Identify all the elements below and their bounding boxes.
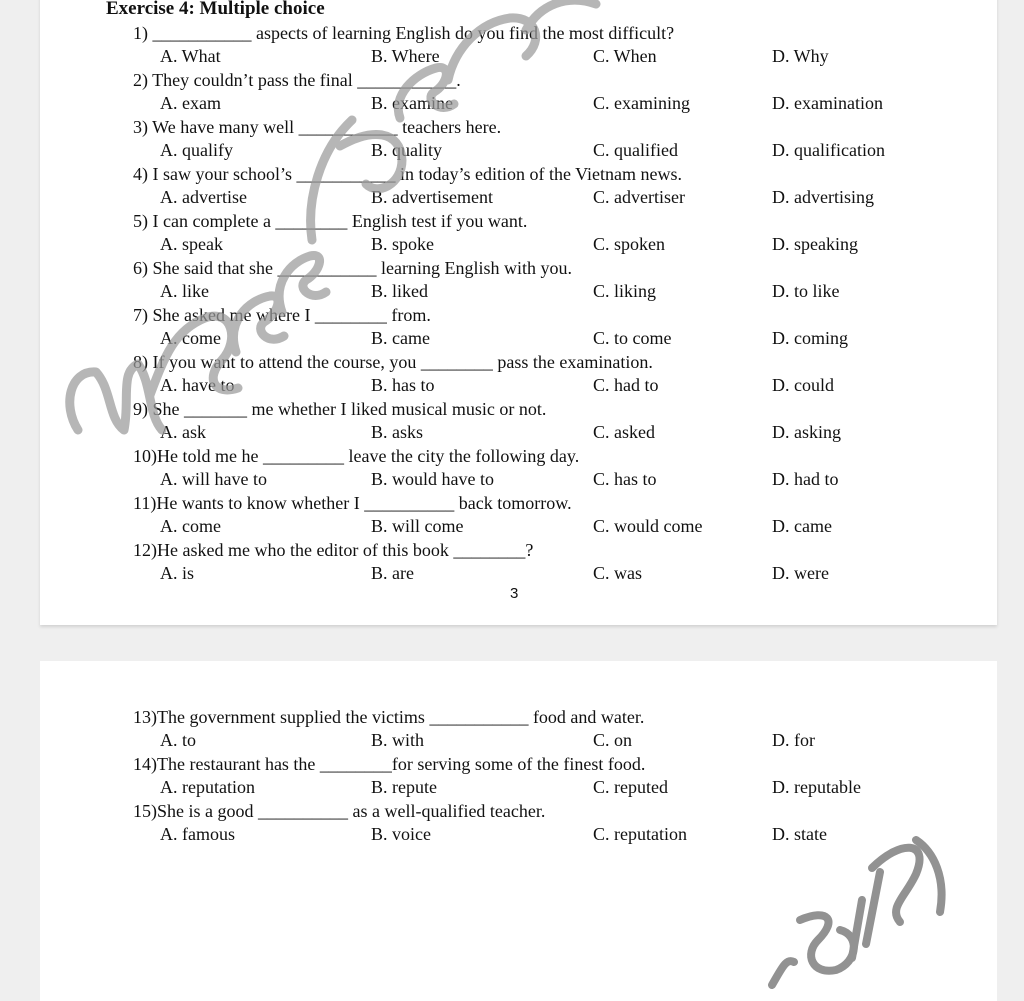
option-d: D. advertising (772, 187, 874, 207)
option-a: A. will have to (160, 469, 267, 489)
option-d: D. state (772, 824, 827, 844)
option-a: A. reputation (160, 777, 255, 797)
question-1 (40, 23, 997, 69)
option-d: D. to like (772, 281, 840, 301)
option-a: A. exam (160, 93, 221, 113)
option-d: D. were (772, 563, 829, 583)
option-d: D. had to (772, 469, 839, 489)
question-12 (40, 540, 997, 586)
question-10 (40, 446, 997, 492)
option-a: A. qualify (160, 140, 233, 160)
option-b: B. repute (371, 777, 437, 797)
option-b: B. spoke (371, 234, 434, 254)
option-a: A. famous (160, 824, 235, 844)
option-b: B. Where (371, 46, 440, 66)
option-c: C. examining (593, 93, 690, 113)
question-stem: 1) ___________ aspects of learning English do you find the most difficult? (133, 23, 675, 43)
question-stem: 3) We have many well ___________ teachers here. (133, 117, 502, 137)
option-a: A. ask (160, 422, 206, 442)
question-13 (40, 707, 997, 753)
option-c: C. spoken (593, 234, 665, 254)
option-b: B. with (371, 730, 425, 750)
question-stem: 13)The government supplied the victims ___________ food and water. (133, 707, 645, 727)
option-c: C. reputation (593, 824, 687, 844)
option-b: B. quality (371, 140, 442, 160)
option-b: B. came (371, 328, 430, 348)
question-15 (40, 801, 997, 847)
option-d: D. examination (772, 93, 883, 113)
option-d: D. qualification (772, 140, 885, 160)
question-stem: 2) They couldn’t pass the final ___________. (133, 70, 461, 90)
option-d: D. reputable (772, 777, 861, 797)
option-a: A. have to (160, 375, 235, 395)
option-a: A. is (160, 563, 195, 583)
option-b: B. asks (371, 422, 424, 442)
option-d: D. coming (772, 328, 848, 348)
question-11 (40, 493, 997, 539)
question-7 (40, 305, 997, 351)
option-d: D. Why (772, 46, 829, 66)
option-a: A. What (160, 46, 221, 66)
page-number: 3 (510, 585, 519, 602)
question-stem: 12)He asked me who the editor of this book ________? (133, 540, 534, 560)
option-c: C. reputed (593, 777, 668, 797)
option-b: B. has to (371, 375, 435, 395)
option-c: C. qualified (593, 140, 678, 160)
question-3 (40, 117, 997, 163)
option-a: A. come (160, 328, 221, 348)
question-14 (40, 754, 997, 800)
option-b: B. liked (371, 281, 428, 301)
worksheet-page-1 (40, 0, 997, 625)
question-6 (40, 258, 997, 304)
question-stem: 7) She asked me where I ________ from. (133, 305, 431, 325)
question-stem: 4) I saw your school’s ___________ in today’s edition of the Vietnam news. (133, 164, 683, 184)
option-a: A. to (160, 730, 196, 750)
question-stem: 15)She is a good __________ as a well-qualified teacher. (133, 801, 546, 821)
option-b: B. will come (371, 516, 464, 536)
question-4 (40, 164, 997, 210)
question-stem: 11)He wants to know whether I __________ back tomorrow. (133, 493, 572, 513)
option-b: B. advertisement (371, 187, 493, 207)
question-2 (40, 70, 997, 116)
question-stem: 5) I can complete a ________ English test if you want. (133, 211, 528, 231)
option-a: A. come (160, 516, 221, 536)
option-c: C. has to (593, 469, 657, 489)
option-b: B. examine (371, 93, 453, 113)
option-a: A. advertise (160, 187, 247, 207)
option-d: D. could (772, 375, 834, 395)
option-c: C. advertiser (593, 187, 685, 207)
option-a: A. speak (160, 234, 223, 254)
option-c: C. had to (593, 375, 659, 395)
option-c: C. on (593, 730, 633, 750)
question-stem: 9) She _______ me whether I liked musical music or not. (133, 399, 547, 419)
worksheet-page-2 (40, 661, 997, 1001)
exercise-title: Exercise 4: Multiple choice (106, 0, 325, 19)
option-b: B. would have to (371, 469, 494, 489)
option-b: B. are (371, 563, 414, 583)
question-stem: 14)The restaurant has the ________for serving some of the finest food. (133, 754, 646, 774)
option-c: C. liking (593, 281, 657, 301)
option-d: D. for (772, 730, 815, 750)
option-d: D. asking (772, 422, 841, 442)
option-d: D. came (772, 516, 832, 536)
option-d: D. speaking (772, 234, 858, 254)
option-c: C. was (593, 563, 642, 583)
question-stem: 8) If you want to attend the course, you ________ pass the examination. (133, 352, 653, 372)
option-a: A. like (160, 281, 209, 301)
option-c: C. When (593, 46, 657, 66)
question-9 (40, 399, 997, 445)
option-c: C. asked (593, 422, 655, 442)
question-5 (40, 211, 997, 257)
question-stem: 6) She said that she ___________ learning English with you. (133, 258, 572, 278)
option-c: C. would come (593, 516, 703, 536)
question-8 (40, 352, 997, 398)
option-c: C. to come (593, 328, 672, 348)
question-stem: 10)He told me he _________ leave the city the following day. (133, 446, 580, 466)
option-b: B. voice (371, 824, 431, 844)
